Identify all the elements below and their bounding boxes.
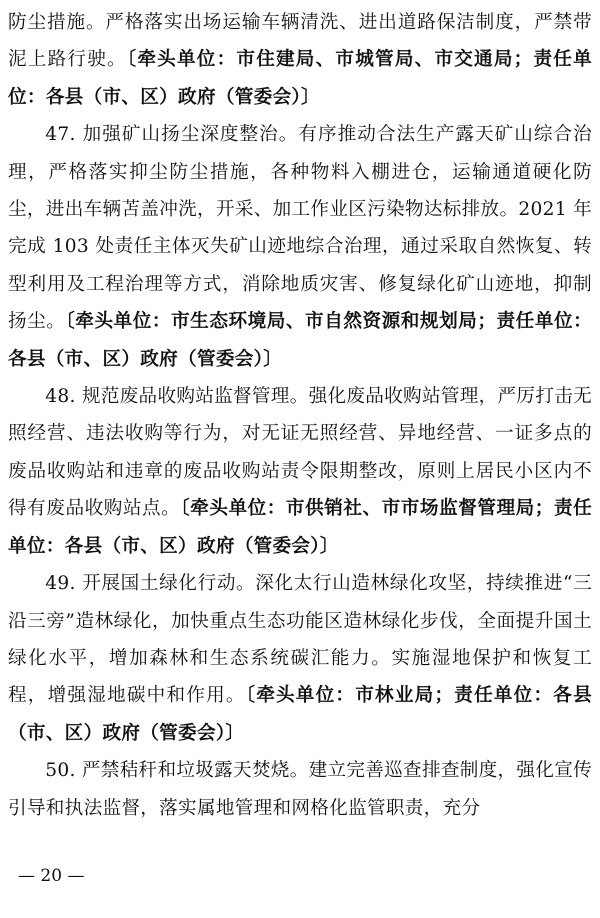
paragraph-item-49: [8, 565, 592, 752]
paragraph-text: 49. 开展国土绿化行动。深化太行山造林绿化攻坚，持续推进“三沿三旁”造林绿化，加快重点生态功能区造林绿化步伐，全面提升国土绿化水平，增加森林和生态系统碳汇能力。实施湿地保护和恢复工程，增强湿地碳中和作用。: [8, 573, 592, 707]
paragraph-text: 50. 严禁秸秆和垃圾露天焚烧。建立完善巡查排查制度，强化宣传引导和执法监督，落实属地管理和网格化监管职责，充分: [8, 760, 593, 819]
responsible-units: 〔牵头单位：市林业局；责任单位：各县（市、区）政府（管委会）〕: [8, 685, 592, 744]
responsible-units: 〔牵头单位：市供销社、市市场监督管理局；责任单位：各县（市、区）政府（管委会）〕: [8, 498, 592, 557]
paragraph-text: 48. 规范废品收购站监督管理。强化废品收购站管理，严厉打击无照经营、违法收购等行为，对无证无照经营、异地经营、一证多点的废品收购站和违章的废品收购站责令限期整改，原则上居民小区内不得有废品收购站点。: [8, 386, 593, 520]
paragraph-text: 47. 加强矿山扬尘深度整治。有序推动合法生产露天矿山综合治理，严格落实抑尘防尘措施，各种物料入棚进仓，运输通道硬化防尘，进出车辆苫盖冲洗，开采、加工作业区污染物达标排放。2021 年完成 103 处责任主体灭失矿山迹地综合治理，通过采取自然恢复、转型利用及工程治理等方式，消除地质灾害、修复绿化矿山迹地，抑制扬尘。: [8, 124, 592, 333]
paragraph-item-47: [8, 116, 592, 378]
responsible-units: 〔牵头单位：市住建局、市城管局、市交通局；责任单位：各县（市、区）政府（管委会）〕: [8, 49, 592, 108]
paragraph-text: 防尘措施。严格落实出场运输车辆清洗、进出道路保洁制度，严禁带泥上路行驶。: [8, 12, 592, 71]
paragraph-item-48: [8, 378, 592, 565]
page-number: — 20 —: [18, 866, 85, 886]
paragraph-dust-control-tail: [8, 4, 592, 116]
paragraph-item-50: [8, 752, 592, 827]
responsible-units: 〔牵头单位：市生态环境局、市自然资源和规划局；责任单位：各县（市、区）政府（管委会）〕: [8, 311, 592, 370]
